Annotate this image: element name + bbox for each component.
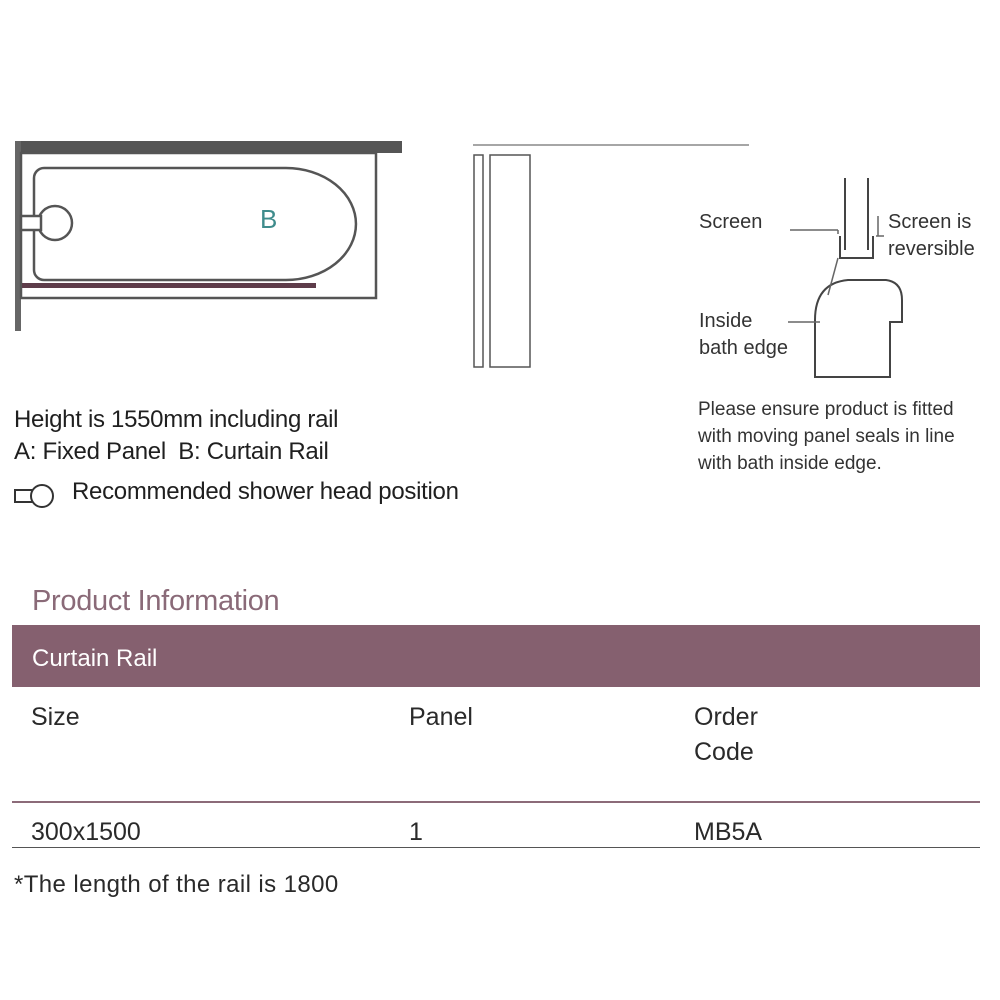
fitting-note-line: Please ensure product is fitted xyxy=(698,399,954,420)
column-header-size: Size xyxy=(31,703,80,731)
callout-inside-1: Inside xyxy=(699,310,753,332)
callout-screen-reversible-2: reversible xyxy=(888,238,975,260)
cell-panel: 1 xyxy=(409,818,423,846)
legend-line xyxy=(14,438,329,466)
order-code-line: Order xyxy=(694,703,758,731)
product-info-title: Product Information xyxy=(32,585,280,617)
table-header-bar xyxy=(12,625,980,687)
shower-head-text: Recommended shower head position xyxy=(72,478,459,505)
table-bar-label: Curtain Rail xyxy=(32,645,158,672)
callout-screen: Screen xyxy=(699,211,763,233)
callout-screen-reversible-1: Screen is xyxy=(888,211,972,233)
header-divider xyxy=(12,801,980,803)
legend-a-label: A: xyxy=(14,438,37,465)
legend-b-text: Curtain Rail xyxy=(206,438,329,465)
fitting-note-line: with bath inside edge. xyxy=(698,453,882,474)
legend-b-label: B: xyxy=(178,438,201,465)
footnote: *The length of the rail is 1800 xyxy=(14,871,339,898)
fitting-note-line: with moving panel seals in line xyxy=(698,426,955,447)
cell-size: 300x1500 xyxy=(31,818,141,846)
fitting-note xyxy=(698,396,955,477)
height-spec: Height is 1550mm including rail xyxy=(14,406,339,433)
shower-head-icon xyxy=(14,482,56,510)
callout-inside-2: bath edge xyxy=(699,337,788,359)
cell-order-code: MB5A xyxy=(694,818,763,846)
column-header-panel: Panel xyxy=(409,703,473,731)
column-header-order-code xyxy=(694,700,758,770)
order-code-line: Code xyxy=(694,738,754,766)
row-divider xyxy=(12,847,980,848)
legend-a-text: Fixed Panel xyxy=(42,438,166,465)
bath-letter-b: B xyxy=(260,204,278,234)
